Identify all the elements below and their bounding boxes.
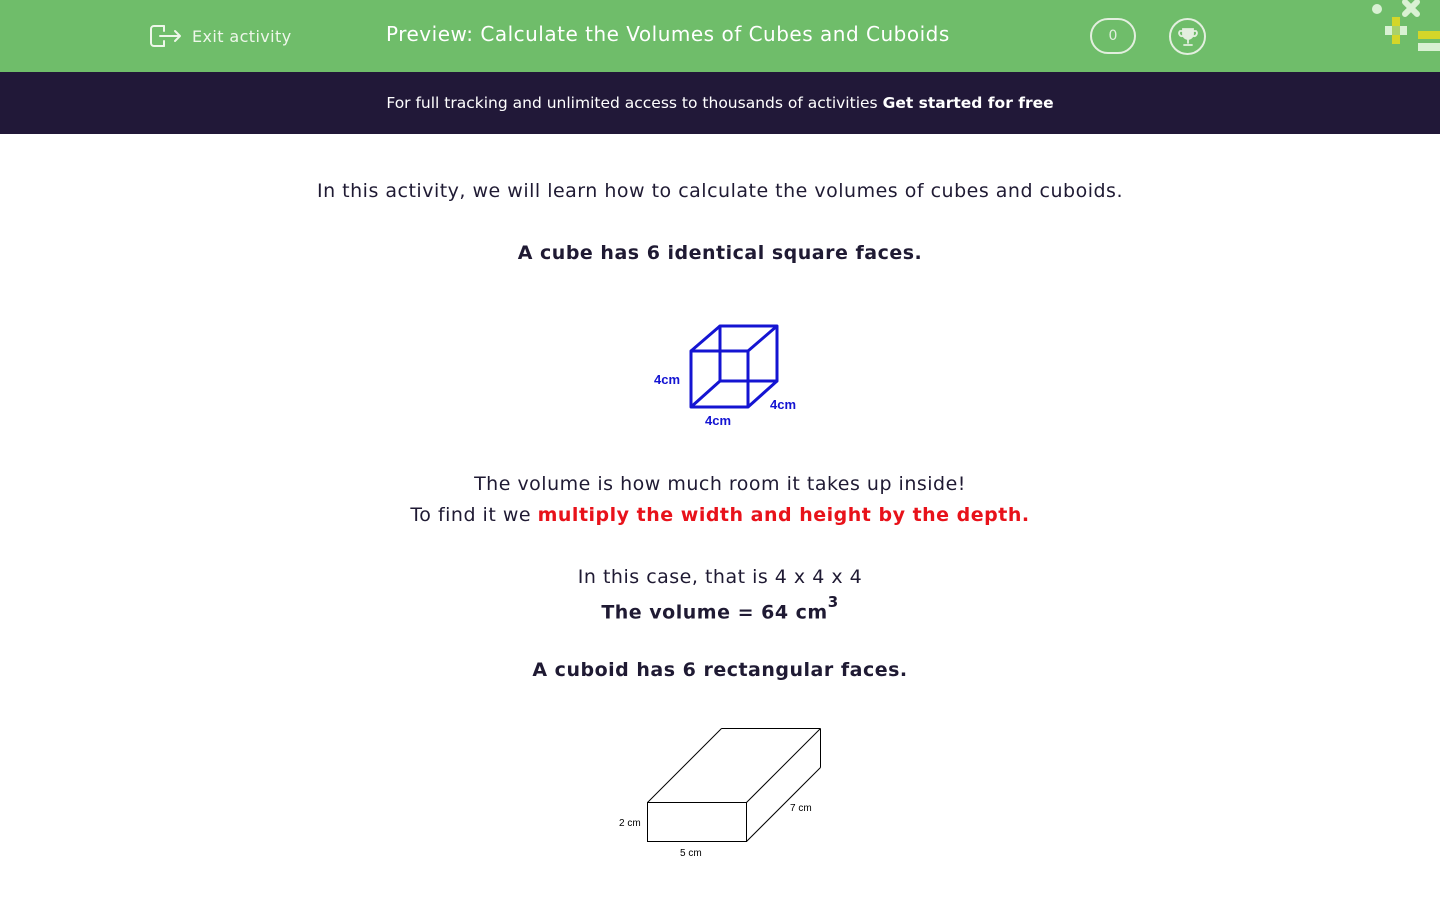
cube-height-label: 4cm [654,372,681,387]
brand-logo [1368,0,1440,56]
volume-exponent: 3 [827,593,839,611]
cuboid-width-label: 5 cm [680,848,702,859]
exit-activity-button[interactable] [150,20,292,52]
trophy-button[interactable] [1169,18,1206,55]
upgrade-banner [0,72,1440,134]
volume-result [0,593,1440,624]
volume-result-text: The volume = 64 cm [601,601,828,624]
cube-heading: A cube has 6 identical square faces. [517,242,923,264]
cuboid-diagram [610,722,840,862]
page-title: Preview: Calculate the Volumes of Cubes and Cuboids [386,22,950,46]
top-bar [0,0,1440,72]
cube-depth-label: 4cm [770,397,797,412]
score-badge [1090,18,1136,54]
volume-explanation: The volume is how much room it takes up inside! [474,473,966,495]
banner-text: For full tracking and unlimited access to thousands of activities [386,94,878,112]
exit-activity-label: Exit activity [192,26,292,46]
trophy-icon [1177,26,1199,48]
cuboid-heading: A cuboid has 6 rectangular faces. [532,659,908,681]
method-text [0,504,1440,526]
method-prefix: To find it we [410,504,532,526]
calculation-text: In this case, that is 4 x 4 x 4 [577,566,863,588]
cuboid-height-label: 2 cm [619,818,641,829]
exit-icon [150,22,182,50]
cuboid-depth-label: 7 cm [790,803,812,814]
get-started-link[interactable]: Get started for free [882,94,1054,112]
method-highlight: multiply the width and height by the depth. [537,504,1030,526]
cube-width-label: 4cm [705,413,732,428]
cube-diagram [640,312,820,437]
score-value: 0 [1108,28,1118,44]
intro-text: In this activity, we will learn how to calculate the volumes of cubes and cuboids. [317,180,1123,202]
